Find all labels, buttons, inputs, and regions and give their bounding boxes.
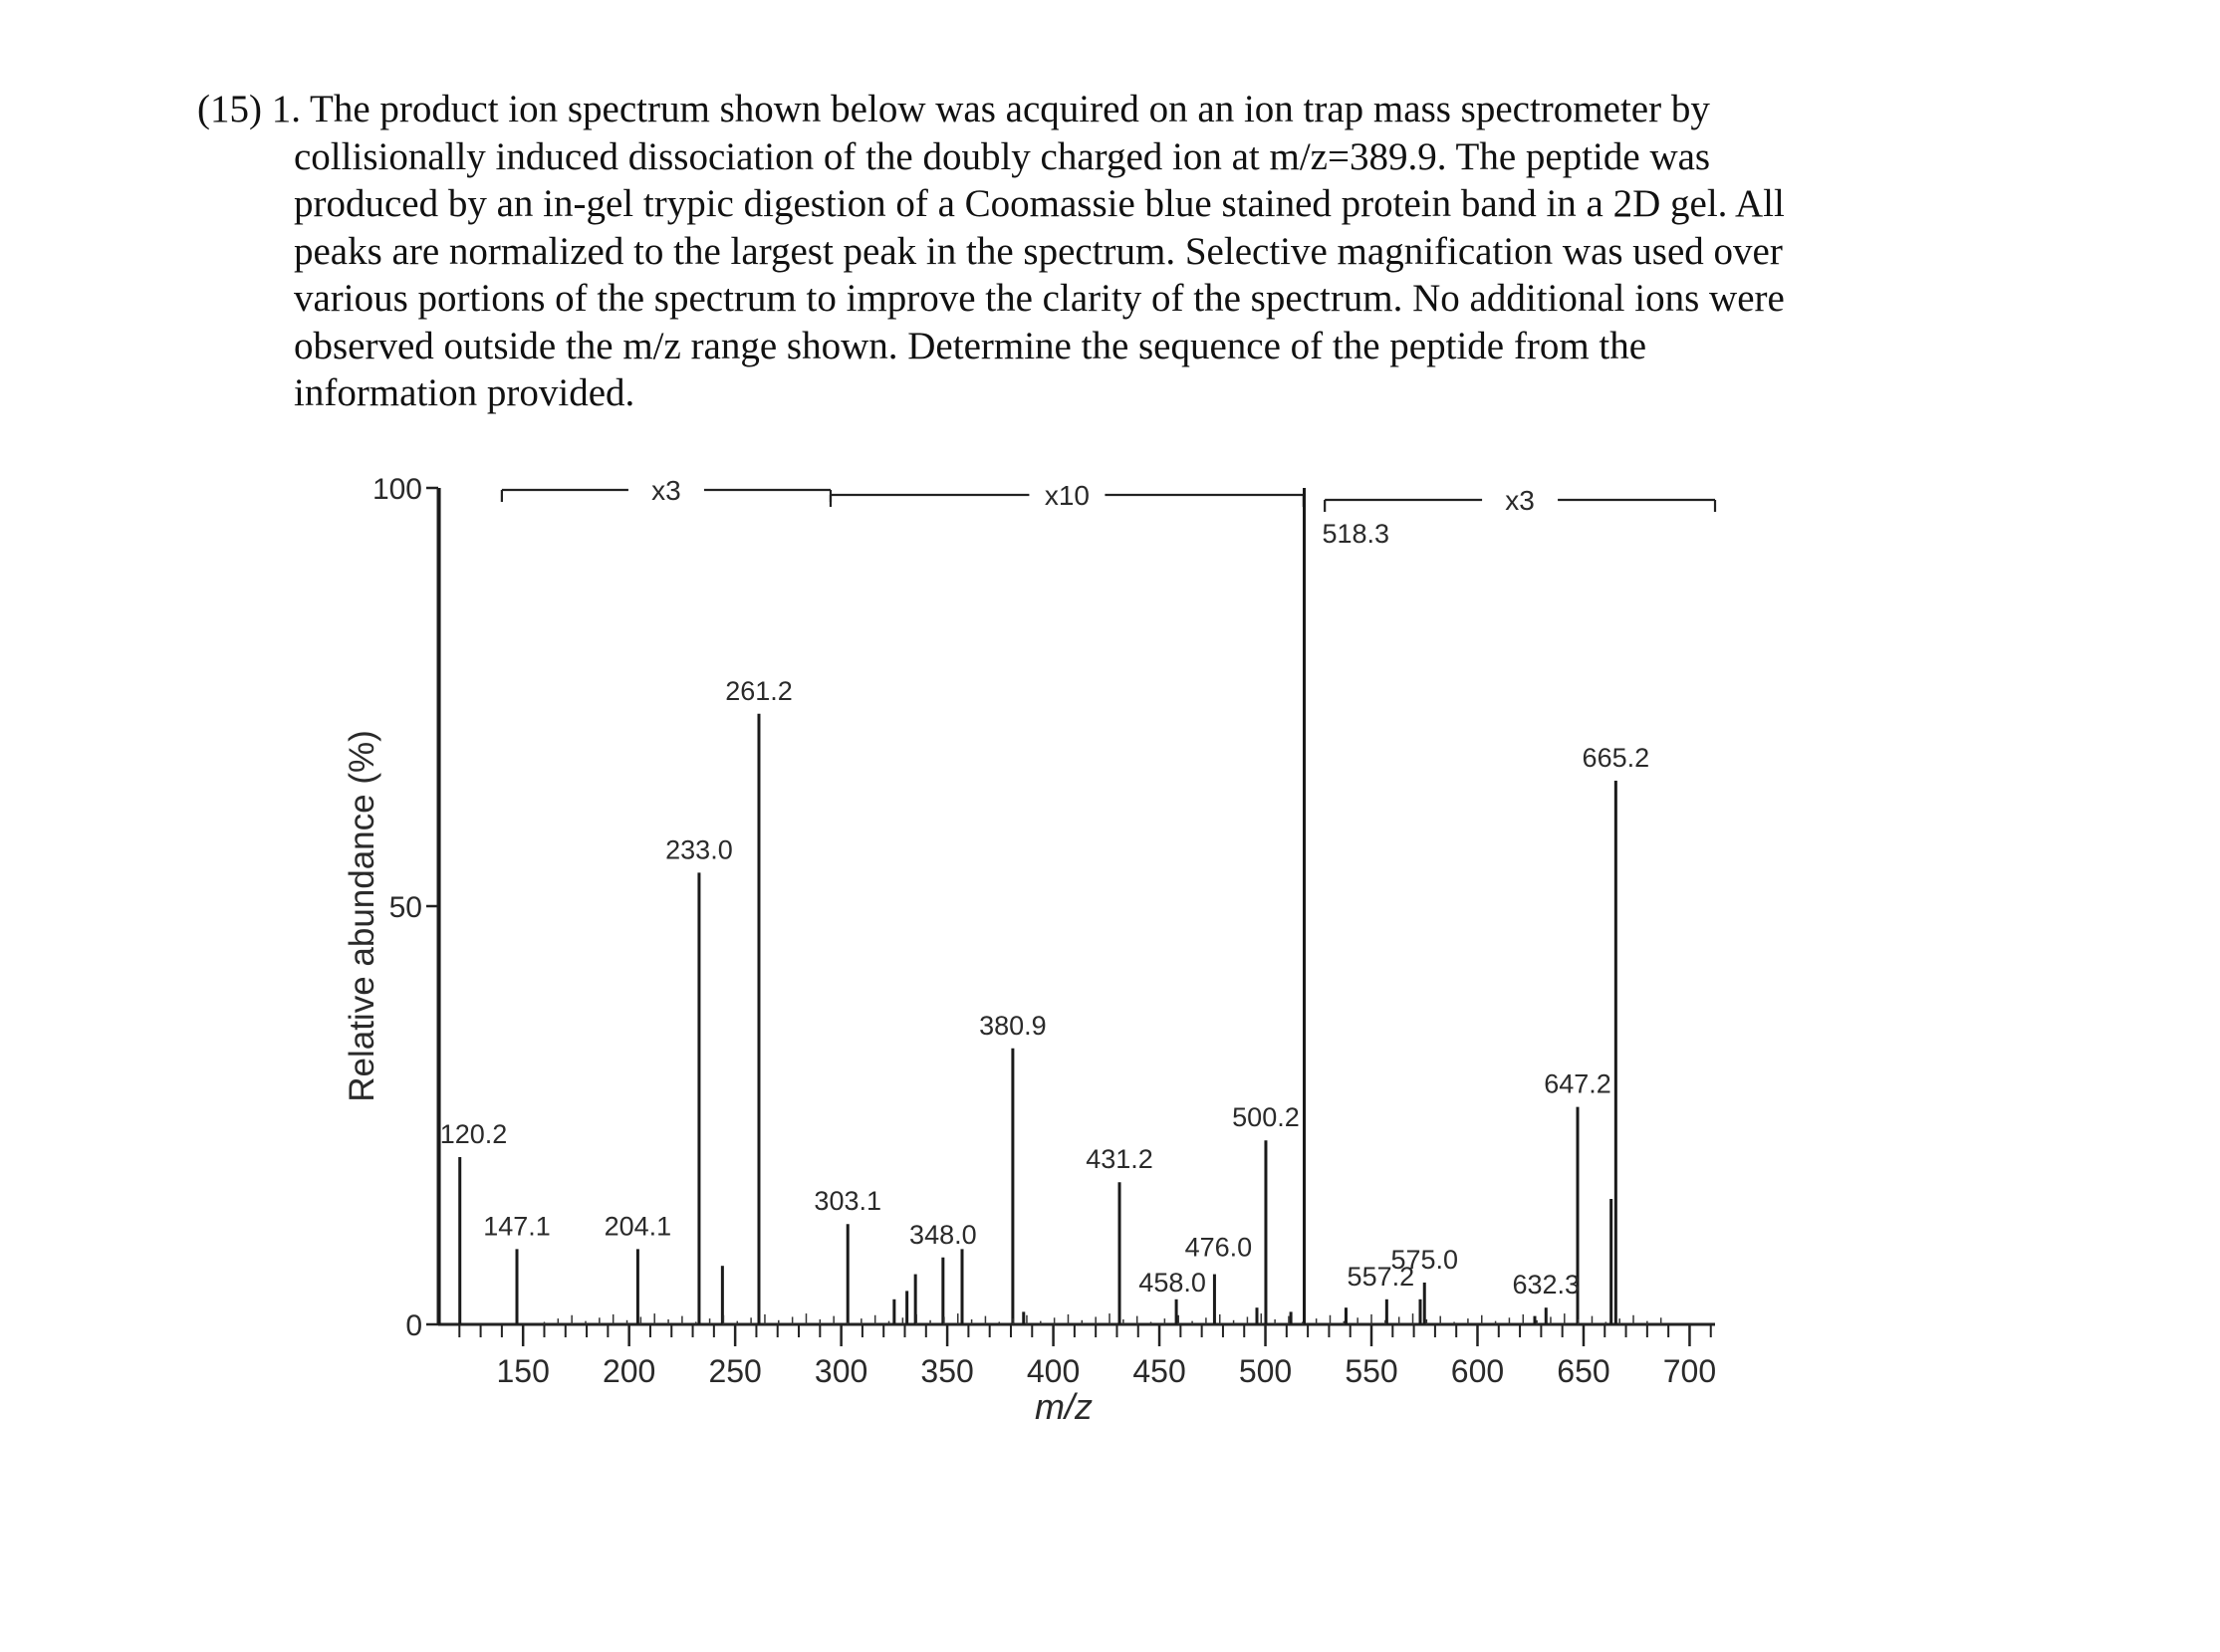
y-tick-label-100: 100 xyxy=(371,473,422,506)
question-line-3: produced by an in-gel trypic digestion of a Coomassie blue stained protein band in a 2D gel. All xyxy=(294,182,1785,225)
peak-label-431-2: 431.2 xyxy=(1086,1144,1153,1175)
x-tick-label-300: 300 xyxy=(814,1353,868,1389)
question-line-6: observed outside the m/z range shown. Determine the sequence of the peptide from the xyxy=(294,324,1647,367)
magnification-brackets xyxy=(502,475,1715,516)
y-tick-label-0: 0 xyxy=(405,1309,422,1342)
y-axis-title: Relative abundance (%) xyxy=(343,730,381,1102)
peak-label-303-1: 303.1 xyxy=(814,1186,882,1217)
magnification-label-1: x10 xyxy=(1044,480,1090,511)
peak-label-557-2: 557.2 xyxy=(1347,1261,1415,1292)
x-axis-ticks xyxy=(459,1324,1716,1389)
x-tick-label-200: 200 xyxy=(602,1353,656,1389)
x-tick-label-600: 600 xyxy=(1450,1353,1505,1389)
peak-labels xyxy=(440,519,1649,1299)
peak-label-120-2: 120.2 xyxy=(439,1119,508,1149)
question-line-5: various portions of the spectrum to improve the clarity of the spectrum. No additional ions were xyxy=(294,277,1785,320)
peak-label-476-0: 476.0 xyxy=(1184,1232,1253,1263)
peak-label-204-1: 204.1 xyxy=(604,1211,672,1242)
x-tick-label-250: 250 xyxy=(708,1353,762,1389)
x-axis-title: m/z xyxy=(1035,1386,1093,1427)
x-tick-label-500: 500 xyxy=(1238,1353,1293,1389)
peak-label-348-0: 348.0 xyxy=(909,1219,977,1250)
x-tick-label-550: 550 xyxy=(1345,1353,1398,1389)
peak-label-647-2: 647.2 xyxy=(1544,1068,1611,1099)
x-tick-label-650: 650 xyxy=(1557,1353,1610,1389)
peak-label-380-9: 380.9 xyxy=(979,1010,1047,1041)
x-tick-label-450: 450 xyxy=(1132,1353,1186,1389)
magnification-label-0: x3 xyxy=(651,475,681,506)
question-line-2: collisionally induced dissociation of the doubly charged ion at m/z=389.9. The peptide was xyxy=(294,134,1711,178)
peak-label-665-2: 665.2 xyxy=(1582,743,1650,773)
y-tick-label-50: 50 xyxy=(388,891,422,924)
peak-label-147-1: 147.1 xyxy=(483,1211,551,1242)
x-tick-label-150: 150 xyxy=(496,1353,550,1389)
y-axis-ticks xyxy=(372,473,438,1342)
peak-label-261-2: 261.2 xyxy=(725,675,793,706)
peak-label-518-3: 518.3 xyxy=(1322,519,1390,549)
peak-label-575-0: 575.0 xyxy=(1390,1245,1459,1275)
peak-label-500-2: 500.2 xyxy=(1232,1102,1300,1133)
chart-axes xyxy=(438,488,1715,1324)
peak-label-233-0: 233.0 xyxy=(665,834,733,865)
peak-label-632-3: 632.3 xyxy=(1512,1270,1581,1300)
spectrum-peaks xyxy=(439,488,1661,1324)
peak-label-458-0: 458.0 xyxy=(1138,1267,1206,1298)
question-number: (15) 1. xyxy=(197,88,301,130)
magnification-label-2: x3 xyxy=(1505,485,1535,516)
question-line-7: information provided. xyxy=(294,371,635,414)
question-line-4: peaks are normalized to the largest peak in the spectrum. Selective magnification was used over xyxy=(294,229,1783,273)
question-line-1: (15) 1. The product ion spectrum shown below was acquired on an ion trap mass spectrometer by xyxy=(197,88,1710,130)
x-tick-label-400: 400 xyxy=(1026,1353,1081,1389)
x-tick-label-350: 350 xyxy=(920,1353,974,1389)
x-tick-label-700: 700 xyxy=(1662,1353,1717,1389)
